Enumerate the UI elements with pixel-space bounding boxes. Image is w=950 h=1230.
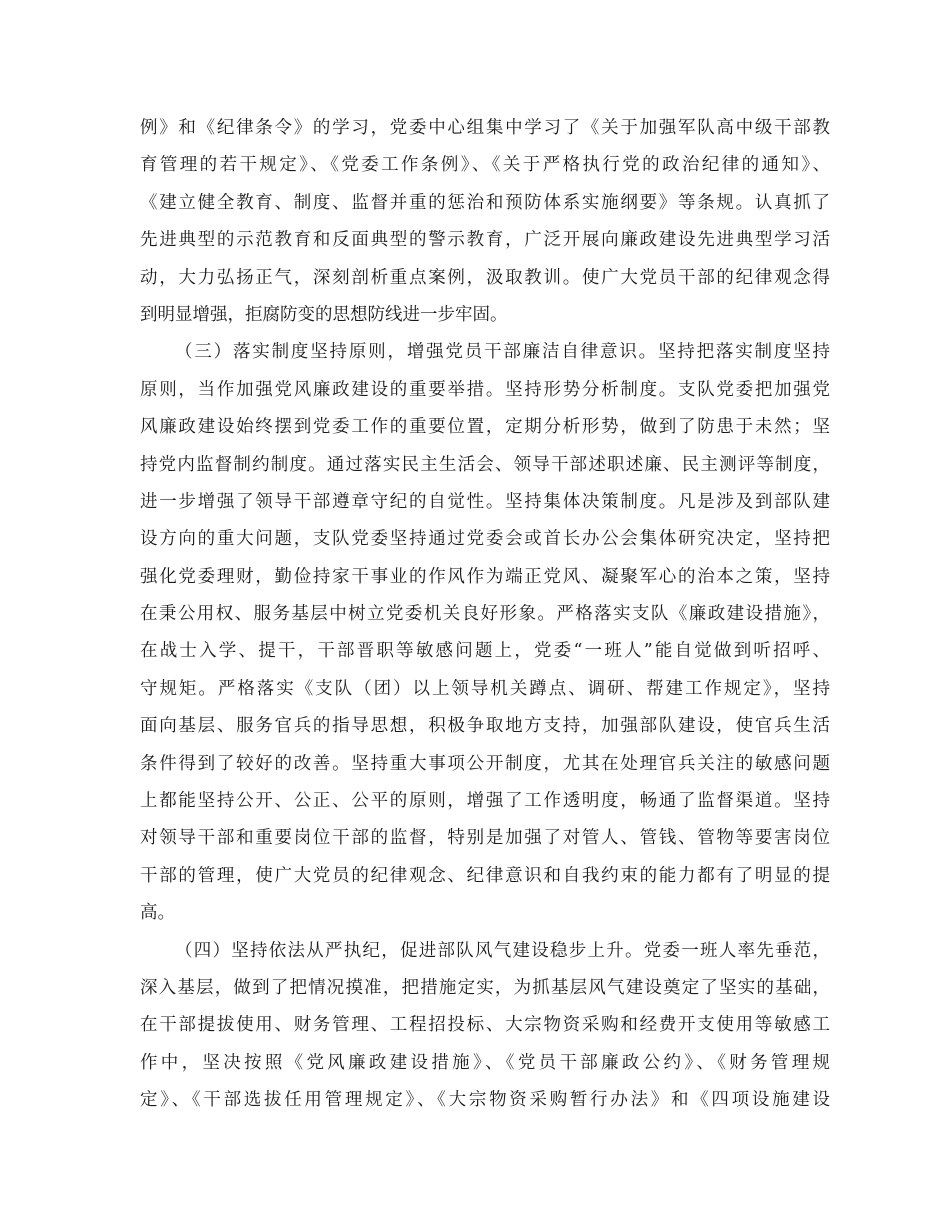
text-line: 育管理的若干规定》、《党委工作条例》、《关于严格执行党的政治纪律的通知》、 — [140, 155, 830, 176]
paragraph-continuation — [140, 110, 830, 334]
text-line: 动，大力弘扬正气，深刻剖析重点案例，汲取教训。使广大党员干部的纪律观念得 — [140, 267, 830, 288]
text-line: 对领导干部和重要岗位干部的监督，特别是加强了对管人、管钱、管物等要害岗位 — [140, 828, 830, 849]
text-line: 强化党委理财，勤俭持家干事业的作风作为端正党风、凝聚军心的治本之策，坚持 — [140, 566, 830, 587]
text-line: 深入基层，做到了把情况摸准，把措施定实，为抓基层风气建设奠定了坚实的基础， — [140, 977, 830, 998]
text-line: （四）坚持依法从严执纪，促进部队风气建设稳步上升。党委一班人率先垂范， — [175, 940, 830, 961]
paragraph-section-3 — [140, 334, 830, 932]
text-line: 上都能坚持公开、公正、公平的原则，增强了工作透明度，畅通了监督渠道。坚持 — [140, 791, 830, 812]
text-line: 在干部提拔使用、财务管理、工程招投标、大宗物资采购和经费开支使用等敏感工 — [140, 1015, 830, 1036]
text-line: 条件得到了较好的改善。坚持重大事项公开制度，尤其在处理官兵关注的敏感问题 — [140, 753, 830, 774]
text-line: 在秉公用权、服务基层中树立党委机关良好形象。严格落实支队《廉政建设措施》， — [140, 604, 830, 625]
text-line: 守规矩。严格落实《支队（团）以上领导机关蹲点、调研、帮建工作规定》，坚持 — [140, 678, 830, 699]
paragraph-section-4 — [140, 933, 830, 1120]
text-line: 设方向的重大问题，支队党委坚持通过党委会或首长办公会集体研究决定，坚持把 — [140, 529, 830, 550]
text-line: 原则，当作加强党风廉政建设的重要举措。坚持形势分析制度。支队党委把加强党 — [140, 379, 830, 400]
text-line: 在战士入学、提干，干部晋职等敏感问题上，党委“一班人”能自觉做到听招呼、 — [140, 641, 830, 662]
text-line: 先进典型的示范教育和反面典型的警示教育，广泛开展向廉政建设先进典型学习活 — [140, 230, 830, 251]
text-line: 持党内监督制约制度。通过落实民主生活会、领导干部述职述廉、民主测评等制度， — [140, 454, 830, 475]
document-body — [140, 110, 830, 1120]
text-line: 作中，坚决按照《党风廉政建设措施》、《党员干部廉政公约》、《财务管理规 — [140, 1052, 830, 1073]
text-line: 干部的管理，使广大党员的纪律观念、纪律意识和自我约束的能力都有了明显的提 — [140, 865, 830, 886]
text-line: 面向基层、服务官兵的指导思想，积极争取地方支持，加强部队建设，使官兵生活 — [140, 716, 830, 737]
text-line: 《建立健全教育、制度、监督并重的惩治和预防体系实施纲要》等条规。认真抓了 — [140, 192, 830, 213]
text-line: 高。 — [140, 903, 175, 924]
text-line: 进一步增强了领导干部遵章守纪的自觉性。坚持集体决策制度。凡是涉及到部队建 — [140, 491, 830, 512]
text-line: 例》和《纪律条令》的学习，党委中心组集中学习了《关于加强军队高中级干部教 — [140, 118, 830, 138]
text-line: 定》、《干部选拔任用管理规定》、《大宗物资采购暂行办法》和《四项设施建设 — [140, 1090, 830, 1111]
text-line: 到明显增强，拒腐防变的思想防线进一步牢固。 — [140, 304, 508, 325]
text-line: （三）落实制度坚持原则，增强党员干部廉洁自律意识。坚持把落实制度坚持 — [175, 342, 830, 363]
text-line: 风廉政建设始终摆到党委工作的重要位置，定期分析形势，做到了防患于未然；坚 — [140, 417, 830, 438]
